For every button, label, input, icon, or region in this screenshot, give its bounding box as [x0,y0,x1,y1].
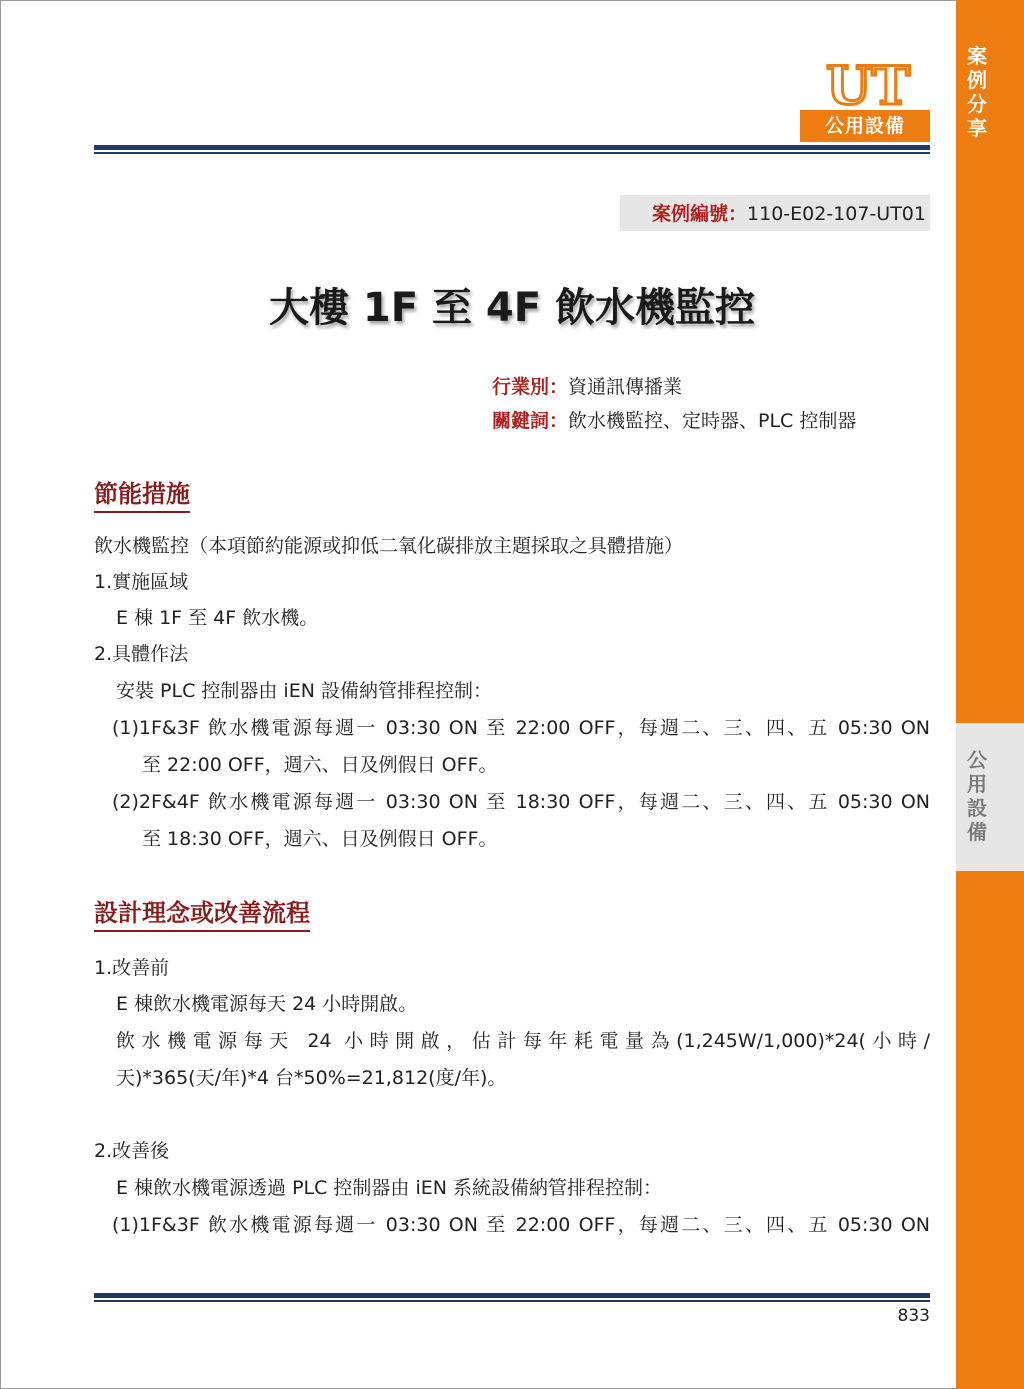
paragraph-line: 至 22:00 OFF，週六、日及例假日 OFF。 [142,754,498,776]
keywords-label: 關鍵詞： [492,410,569,432]
keywords-value: 飲水機監控、定時器、PLC 控制器 [568,410,857,432]
industry-line [492,370,682,404]
case-number-box [620,195,930,231]
paragraph-line: (1)1F&3F 飲水機電源每週一 03:30 ON 至 22:00 OFF，每週二、三、四、五 05:30 ON [112,1214,930,1236]
paragraph-line: 至 18:30 OFF，週六、日及例假日 OFF。 [142,828,498,850]
paragraph-line: E 棟飲水機電源每天 24 小時開啟。 [116,993,418,1015]
ut-logo [806,62,930,108]
paragraph-line: 1.改善前 [94,957,170,979]
paragraph-line: (1)1F&3F 飲水機電源每週一 03:30 ON 至 22:00 OFF，每週二、三、四、五 05:30 ON [112,717,930,739]
side-label-public-equipment: 公 用 設 備 [967,748,987,844]
ut-logo-text: UT [825,62,911,108]
paragraph-line: 2.具體作法 [94,643,189,665]
page-number: 833 [897,1306,930,1326]
page-title: 大樓 1F 至 4F 飲水機監控 [268,285,755,331]
paragraph-line: E 棟飲水機電源透過 PLC 控制器由 iEN 系統設備納管排程控制： [116,1177,663,1199]
section-heading-energy-measures: 節能措施 [94,474,190,513]
paragraph-line: 安裝 PLC 控制器由 iEN 設備納管排程控制： [116,680,492,702]
industry-label: 行業別： [492,376,569,398]
header-rule [94,145,930,154]
paragraph-line: 飲水機電源每天 24 小時開啟，估計每年耗電量為(1,245W/1,000)*24(小時/ [116,1030,930,1052]
logo-badge: 公用設備 [800,110,930,142]
section-heading-design-concept: 設計理念或改善流程 [94,893,310,932]
paragraph-line: (2)2F&4F 飲水機電源每週一 03:30 ON 至 18:30 OFF，每週二、三、四、五 05:30 ON [112,791,930,813]
paragraph-line: E 棟 1F 至 4F 飲水機。 [116,607,319,629]
paragraph-line: 天)*365(天/年)*4 台*50%=21,812(度/年)。 [116,1067,507,1089]
side-label-case-share: 案 例 分 享 [967,44,987,140]
industry-value: 資通訊傳播業 [568,376,683,398]
paragraph-line: 2.改善後 [94,1140,170,1162]
side-bar [956,0,1024,1389]
case-number-value: 110-E02-107-UT01 [747,203,926,225]
keywords-line [492,404,856,438]
footer-rule [94,1293,930,1302]
paragraph-line: 飲水機監控（本項節約能源或抑低二氧化碳排放主題採取之具體措施） [94,535,684,557]
case-number-label: 案例編號： [652,203,748,225]
paragraph-line: 1.實施區域 [94,571,189,593]
